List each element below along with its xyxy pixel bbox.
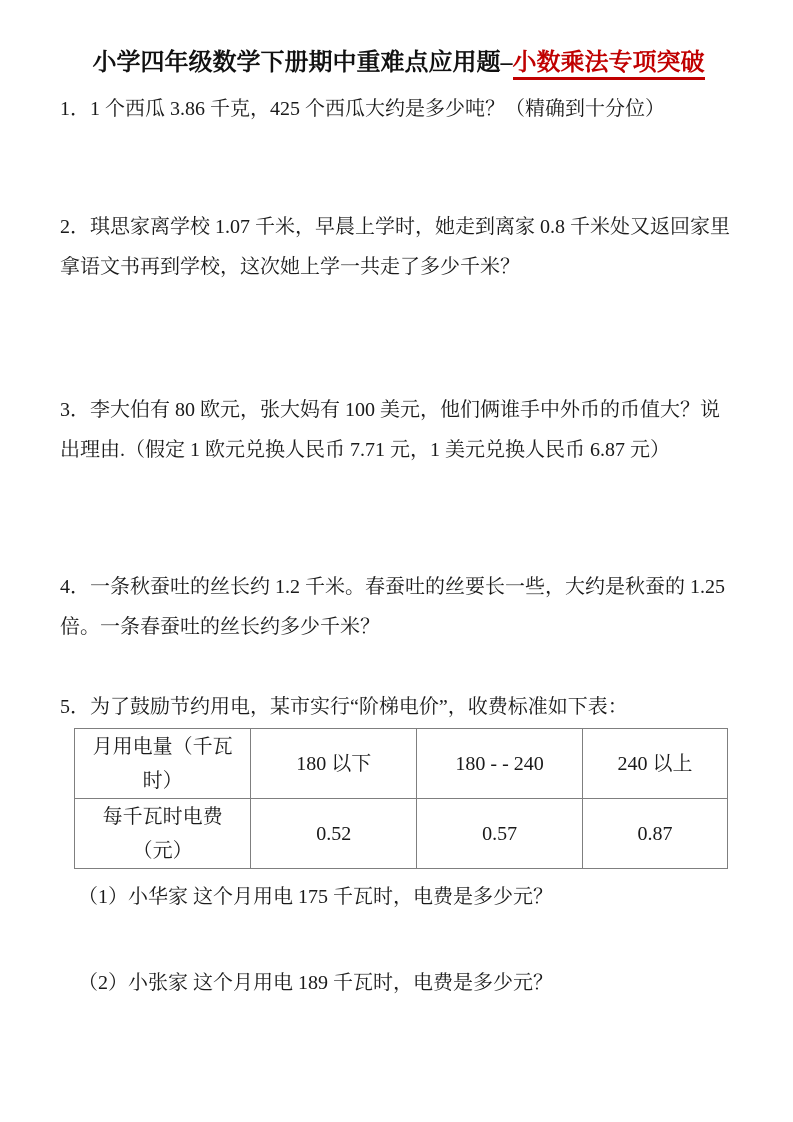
sub-question-2: （2）小张家 这个月用电 189 千瓦时，电费是多少元？: [78, 972, 553, 994]
table-cell-tier3-fee: 0.87: [583, 799, 728, 869]
table-cell-tier2-fee: 0.57: [417, 799, 583, 869]
table-cell-usage-label: 月用电量（千瓦时）: [75, 729, 251, 799]
page-title-highlight: 小数乘法专项突破: [513, 50, 705, 80]
page-title: [60, 46, 737, 80]
table-cell-tier2-range: 180 - - 240: [417, 729, 583, 799]
question-4: 4．一条秋蚕吐的丝长约 1.2 千米。春蚕吐的丝要长一些，大约是秋蚕的 1.25 倍。一条春蚕吐的丝长约多少千米？: [60, 576, 725, 638]
table-row-fee: [75, 799, 728, 869]
table-cell-fee-label: 每千瓦时电费（元）: [75, 799, 251, 869]
table-cell-tier1-fee: 0.52: [251, 799, 417, 869]
question-5: 5．为了鼓励节约用电，某市实行“阶梯电价”，收费标准如下表：: [60, 696, 628, 718]
table-cell-tier1-range: 180 以下: [251, 729, 417, 799]
question-2: 2．琪思家离学校 1.07 千米，早晨上学时，她走到离家 0.8 千米处又返回家里拿语文书再到学校，这次她上学一共走了多少千米？: [60, 216, 730, 278]
page-title-main: 小学四年级数学下册期中重难点应用题–: [92, 50, 513, 76]
table-cell-tier3-range: 240 以上: [583, 729, 728, 799]
electricity-rate-table: [74, 728, 728, 869]
question-3: 3．李大伯有 80 欧元，张大妈有 100 美元，他们俩谁手中外币的币值大？说出理由.（假定 1 欧元兑换人民币 7.71 元，1 美元兑换人民币 6.87 元）: [60, 399, 720, 461]
question-1: 1．1 个西瓜 3.86 千克，425 个西瓜大约是多少吨？（精确到十分位）: [60, 98, 665, 120]
table-row-usage: [75, 729, 728, 799]
sub-question-1: （1）小华家 这个月用电 175 千瓦时，电费是多少元？: [78, 886, 553, 908]
